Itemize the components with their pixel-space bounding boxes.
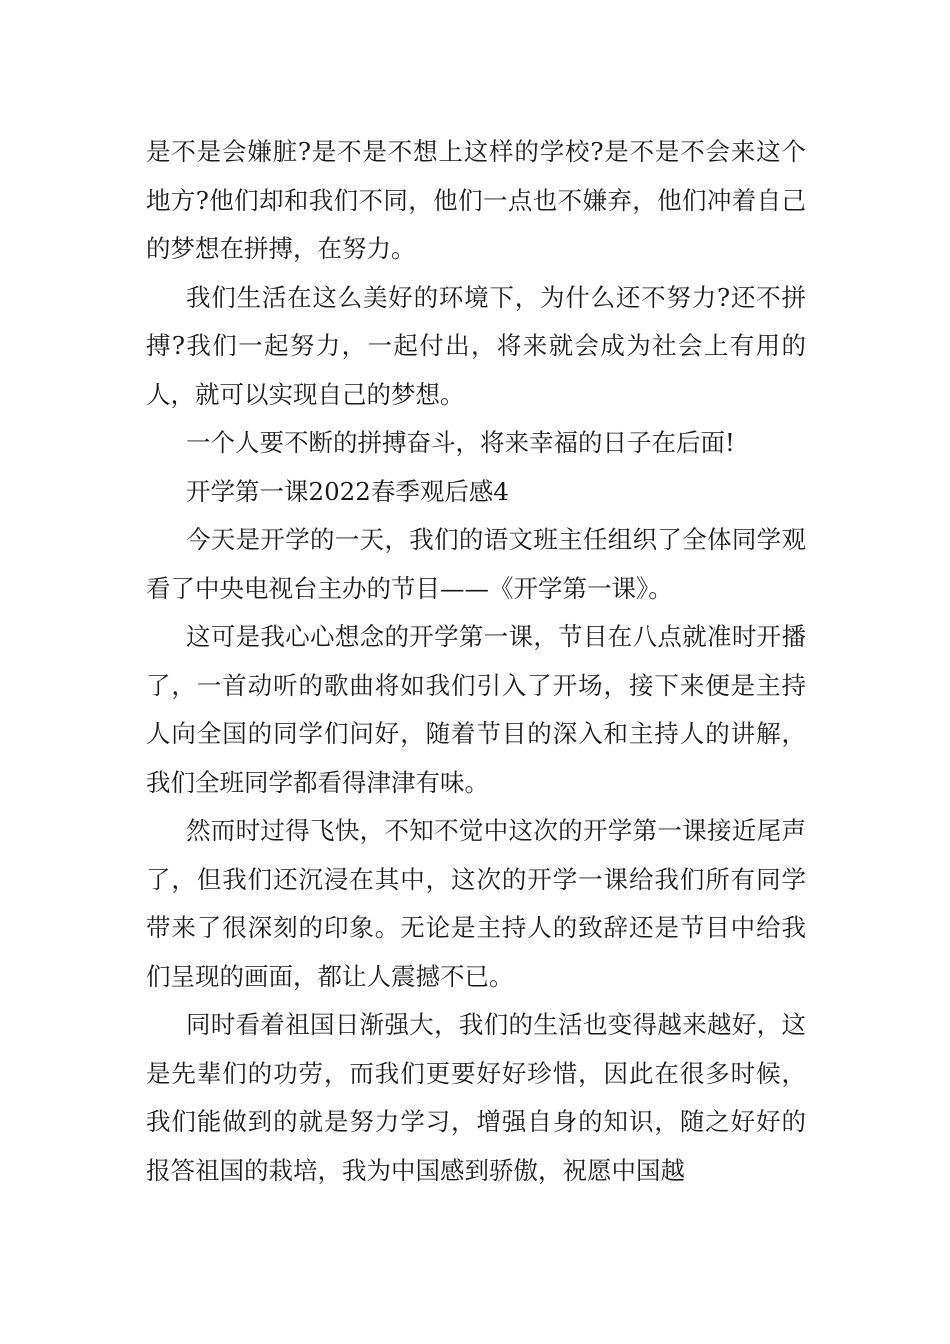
paragraph-5: 今天是开学的一天，我们的语文班主任组织了全体同学观看了中央电视台主办的节目——《开学第一课》。 <box>146 525 806 603</box>
document-page <box>146 128 806 1195</box>
paragraph-3: 一个人要不断的拼搏奋斗，将来幸福的日子在后面! <box>186 428 735 457</box>
paragraph-1: 是不是会嫌脏?是不是不想上这样的学校?是不是不会来这个地方?他们却和我们不同，他们一点也不嫌弃，他们冲着自己的梦想在拼搏，在努力。 <box>146 137 806 263</box>
section-heading: 开学第一课2022春季观后感4 <box>186 476 509 506</box>
paragraph-6: 这可是我心心想念的开学第一课，节目在八点就准时开播了，一首动听的歌曲将如我们引入了开场，接下来便是主持人向全国的同学们问好，随着节目的深入和主持人的讲解，我们全班同学都看得津津有味。 <box>146 622 806 797</box>
paragraph-8: 同时看着祖国日渐强大，我们的生活也变得越来越好，这是先辈们的功劳，而我们更要好好珍惜，因此在很多时候，我们能做到的就是努力学习，增强自身的知识，随之好好的报答祖国的栽培，我为中国感到骄傲，祝愿中国越 <box>146 1010 806 1185</box>
paragraph-7: 然而时过得飞快，不知不觉中这次的开学第一课接近尾声了，但我们还沉浸在其中，这次的开学一课给我们所有同学带来了很深刻的印象。无论是主持人的致辞还是节目中给我们呈现的画面，都让人震撼不已。 <box>146 816 806 991</box>
paragraph-2: 我们生活在这么美好的环境下，为什么还不努力?还不拼搏?我们一起努力，一起付出，将来就会成为社会上有用的人，就可以实现自己的梦想。 <box>146 282 806 409</box>
